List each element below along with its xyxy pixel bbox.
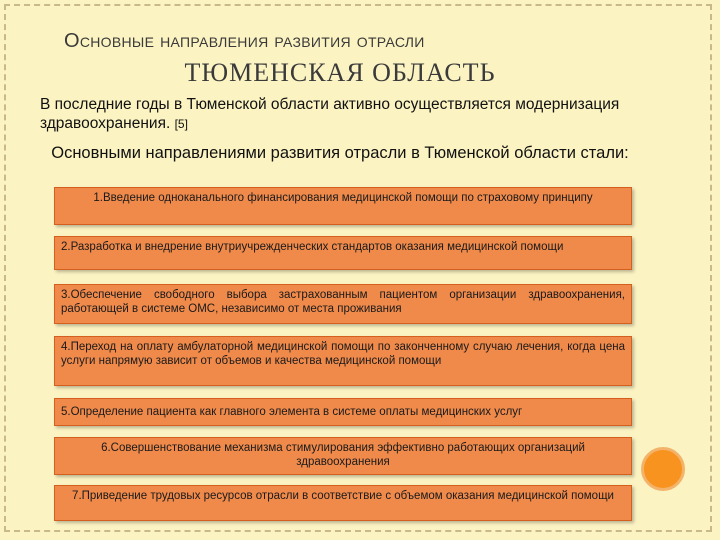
slide-title-line1 [64, 30, 664, 53]
direction-box-6: 6.Совершенствование механизма стимулирования эффективно работающих организаций здравоохранения [54, 437, 632, 475]
direction-box-5: 5.Определение пациента как главного элемента в системе оплаты медицинских услуг [54, 398, 632, 426]
direction-box-4: 4.Переход на оплату амбулаторной медицинской помощи по законченному случаю лечения, когда цена услуги напрямую зависит от объемов и качества медицинской помощи [54, 336, 632, 386]
slide-title-line2: ТЮМЕНСКАЯ ОБЛАСТЬ [184, 58, 496, 87]
subheading: Основными направлениями развития отрасли в Тюменской области стали: [51, 144, 629, 162]
direction-box-3: 3.Обеспечение свободного выбора застрахованным пациентом организации здравоохранения, работающей в системе ОМС, независимо от места проживания [54, 284, 632, 324]
intro-reference: [5] [174, 117, 188, 131]
decorative-circle [641, 447, 685, 491]
direction-box-2: 2.Разработка и внедрение внутриучрежденческих стандартов оказания медицинской помощи [54, 236, 632, 270]
direction-box-7: 7.Приведение трудовых ресурсов отрасли в соответствие с объемом оказания медицинской помощи [54, 485, 632, 521]
title-line1-text: Основные направления развития отрасли [64, 30, 425, 52]
direction-box-1: 1.Введение одноканального финансирования медицинской помощи по страховому принципу [54, 187, 632, 225]
intro-text: В последние годы в Тюменской области активно осуществляется модернизация здравоохранения. [40, 96, 620, 132]
intro-paragraph [40, 95, 640, 134]
